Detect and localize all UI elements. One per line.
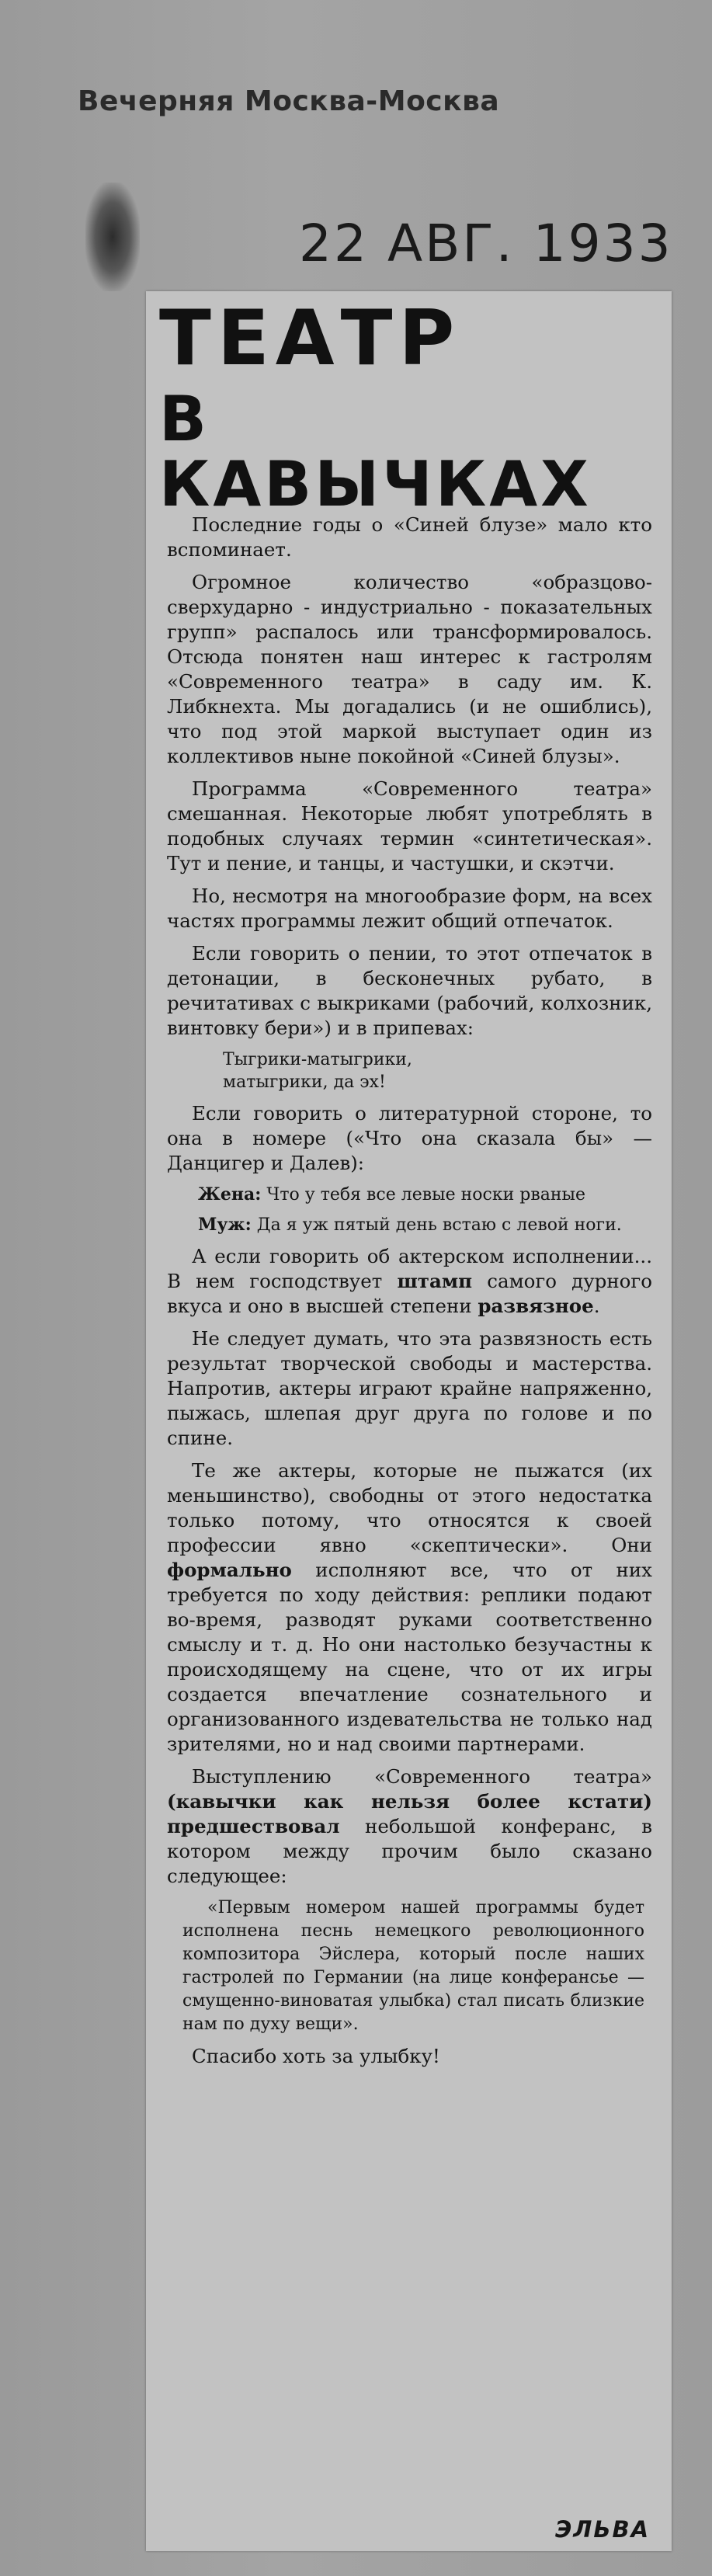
- text-run: .: [593, 1295, 600, 1317]
- headline-line-1: ТЕАТР: [159, 294, 461, 383]
- text-run: Выступлению «Современного театра»: [192, 1765, 652, 1788]
- paragraph: Последние годы о «Синей блузе» мало кто вспоминает.: [167, 513, 652, 561]
- paragraph: Не следует думать, что эта развязность есть результат творческой свободы и мастерства. Напротив, актеры играют крайне напряженно, пыжась, шлепая друг друга по голове и по спине.: [167, 1327, 652, 1449]
- paragraph: Огромное количество «образцово-сверхударно - индустриально - показательных групп» распалось или трансформировалось. Отсюда понятен наш интерес к гастролям «Современного театра» в саду им. К. Либкнехта. Мы догадались (и не ошиблись), что под этой маркой выступает один из коллективов ныне покойной «Синей блузы».: [167, 571, 652, 767]
- newspaper-source-label: Вечерняя Москва-Москва: [78, 85, 500, 117]
- ink-smudge: [85, 183, 140, 291]
- article-body: [167, 513, 652, 2077]
- emphasis: формально: [167, 1559, 292, 1581]
- dialog-line: [198, 1184, 652, 1206]
- text-run: небольшой конферанс, в котором между прочим было сказано следующее:: [167, 1815, 652, 1887]
- quoted-announcement: «Первым номером нашей программы будет исполнена песнь немецкого революционного композитора Эйслера, который после наших гастролей по Германии (на лице конферансье — смущенно-виноватая улыбка) стал писать близкие нам по духу вещи».: [182, 1898, 644, 2034]
- dialog-text: Что у тебя все левые носки рваные: [261, 1185, 586, 1205]
- verse-line: матыгрики, да эх!: [223, 1072, 386, 1092]
- text-run: Те же актеры, которые не пыжатся (их меньшинство), свободны от этого недостатка только потому, что относятся к своей профессии явно «скептически». Они: [167, 1459, 652, 1556]
- dialog-speaker: Жена:: [198, 1184, 262, 1205]
- date-stamp: 22 АВГ. 1933: [299, 214, 673, 273]
- verse-line: Тыгрики-матыгрики,: [223, 1050, 412, 1069]
- paragraph: [167, 1458, 652, 1757]
- paragraph: Если говорить о литературной стороне, то она в номере («Что она сказала бы» — Данцигер и Далев):: [167, 1102, 652, 1174]
- paragraph: Но, несмотря на многообразие форм, на всех частях программы лежит общий отпечаток.: [167, 885, 652, 932]
- dialog-line: [198, 1214, 652, 1236]
- text-run: исполняют все, что от них требуется по ходу действия: реплики подают во-время, разводят руками соответственно смыслу и т. д. Но они настолько безучастны к происходящему на сцене, что от их игры создается впечатление сознательного и организованного издевательства не только над зрителями, но и над своими партнерами.: [167, 1559, 652, 1755]
- dialog-speaker: Муж:: [198, 1215, 252, 1235]
- paragraph: Если говорить о пении, то этот отпечаток в детонации, в бесконечных рубато, в речитативах с выкриками (рабочий, колхозник, винтовку бери») и в припевах:: [167, 942, 652, 1039]
- emphasis: развязное: [478, 1295, 594, 1317]
- article-headline: [159, 294, 641, 520]
- closing-line: Спасибо хоть за улыбку!: [192, 2045, 440, 2067]
- author-signature: ЭЛЬВА: [555, 2516, 651, 2543]
- text-run: А если говорить об актерском исполнении... В нем господствует: [167, 1245, 652, 1292]
- emphasis: штамп: [397, 1270, 473, 1292]
- emphasis: (кавычки как нельзя более кстати) предшествовал: [167, 1790, 652, 1837]
- song-verse: [223, 1048, 652, 1093]
- text-run: самого дурного вкуса и оно в высшей степени: [167, 1270, 652, 1317]
- paragraph: Программа «Современного театра» смешанная. Некоторые любят употреблять в подобных случаях термин «синтетическая». Тут и пение, и танцы, и частушки, и скэтчи.: [167, 777, 652, 874]
- headline-line-2: В КАВЫЧКАХ: [159, 382, 592, 520]
- dialog-text: Да я уж пятый день встаю с левой ноги.: [251, 1215, 622, 1235]
- paragraph: [167, 1244, 652, 1319]
- paragraph: [167, 1764, 652, 1889]
